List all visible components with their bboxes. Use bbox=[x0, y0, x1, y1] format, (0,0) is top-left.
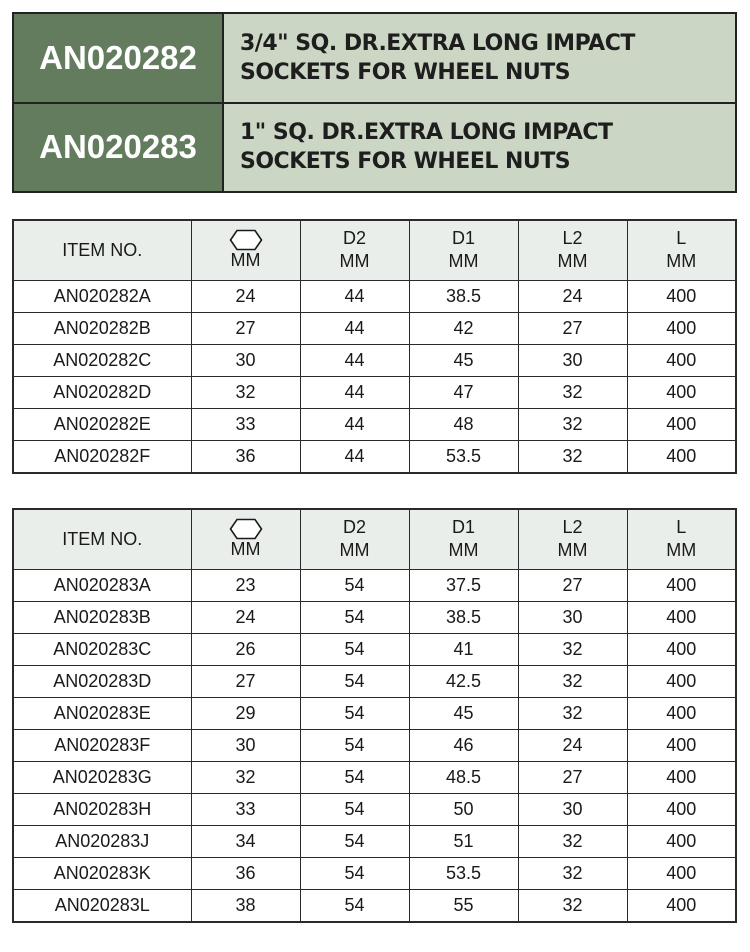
cell-d1: 37.5 bbox=[409, 569, 518, 601]
table-header-row bbox=[13, 220, 736, 280]
cell-d2: 54 bbox=[300, 601, 409, 633]
cell-l: 400 bbox=[627, 761, 736, 793]
cell-item-no: AN020282A bbox=[13, 280, 191, 312]
table-row bbox=[13, 633, 736, 665]
column-label: D1 bbox=[451, 228, 475, 249]
column-header-d1 bbox=[409, 509, 518, 569]
cell-hex-size: 24 bbox=[191, 601, 300, 633]
cell-l: 400 bbox=[627, 280, 736, 312]
cell-hex-size: 33 bbox=[191, 793, 300, 825]
table-row bbox=[13, 344, 736, 376]
cell-l: 400 bbox=[627, 440, 736, 473]
cell-d2: 54 bbox=[300, 633, 409, 665]
cell-d2: 44 bbox=[300, 408, 409, 440]
column-unit: MM bbox=[339, 540, 370, 561]
cell-l2: 32 bbox=[518, 857, 627, 889]
table-body bbox=[13, 569, 736, 922]
cell-l2: 32 bbox=[518, 408, 627, 440]
cell-item-no: AN020283D bbox=[13, 665, 191, 697]
cell-item-no: AN020283L bbox=[13, 889, 191, 922]
column-unit: MM bbox=[557, 251, 588, 272]
cell-d1: 41 bbox=[409, 633, 518, 665]
product-code: AN020283 bbox=[14, 104, 222, 192]
cell-d2: 44 bbox=[300, 440, 409, 473]
table-row bbox=[13, 440, 736, 473]
column-header-l bbox=[627, 509, 736, 569]
cell-d1: 55 bbox=[409, 889, 518, 922]
column-header-l bbox=[627, 220, 736, 280]
cell-item-no: AN020282F bbox=[13, 440, 191, 473]
cell-hex-size: 30 bbox=[191, 344, 300, 376]
cell-hex-size: 27 bbox=[191, 665, 300, 697]
cell-l2: 32 bbox=[518, 665, 627, 697]
cell-item-no: AN020283B bbox=[13, 601, 191, 633]
cell-hex-size: 27 bbox=[191, 312, 300, 344]
cell-hex-size: 32 bbox=[191, 376, 300, 408]
column-header-item: ITEM NO. bbox=[13, 509, 191, 569]
cell-l2: 32 bbox=[518, 697, 627, 729]
column-unit: MM bbox=[230, 538, 261, 559]
product-title-line: SOCKETS FOR WHEEL NUTS bbox=[240, 149, 571, 175]
cell-l: 400 bbox=[627, 857, 736, 889]
column-unit: MM bbox=[666, 251, 697, 272]
cell-l2: 32 bbox=[518, 376, 627, 408]
cell-d2: 54 bbox=[300, 761, 409, 793]
cell-l2: 32 bbox=[518, 825, 627, 857]
cell-l2: 30 bbox=[518, 793, 627, 825]
spec-table-an020283 bbox=[12, 508, 737, 923]
column-header-d1 bbox=[409, 220, 518, 280]
column-label: L2 bbox=[562, 517, 583, 538]
cell-d1: 46 bbox=[409, 729, 518, 761]
cell-item-no: AN020283K bbox=[13, 857, 191, 889]
cell-d2: 44 bbox=[300, 312, 409, 344]
table-row bbox=[13, 408, 736, 440]
column-label: L2 bbox=[562, 228, 583, 249]
cell-d2: 54 bbox=[300, 793, 409, 825]
cell-d2: 44 bbox=[300, 376, 409, 408]
cell-d2: 54 bbox=[300, 665, 409, 697]
column-label: D2 bbox=[342, 228, 366, 249]
cell-d1: 38.5 bbox=[409, 280, 518, 312]
column-unit: MM bbox=[448, 251, 479, 272]
cell-l: 400 bbox=[627, 569, 736, 601]
cell-item-no: AN020282E bbox=[13, 408, 191, 440]
hexagon-icon bbox=[229, 229, 263, 251]
cell-l: 400 bbox=[627, 793, 736, 825]
table-row bbox=[13, 665, 736, 697]
cell-d2: 44 bbox=[300, 344, 409, 376]
cell-item-no: AN020282C bbox=[13, 344, 191, 376]
product-title-line: 3/4" SQ. DR.EXTRA LONG IMPACT bbox=[240, 30, 635, 56]
cell-l2: 24 bbox=[518, 280, 627, 312]
table-row bbox=[13, 889, 736, 922]
column-label: D1 bbox=[451, 517, 475, 538]
table-row bbox=[13, 280, 736, 312]
cell-l: 400 bbox=[627, 729, 736, 761]
cell-d2: 54 bbox=[300, 697, 409, 729]
cell-d1: 53.5 bbox=[409, 440, 518, 473]
table-row bbox=[13, 857, 736, 889]
product-title bbox=[224, 14, 735, 102]
product-title-line: 1" SQ. DR.EXTRA LONG IMPACT bbox=[240, 120, 613, 146]
cell-item-no: AN020283A bbox=[13, 569, 191, 601]
cell-hex-size: 29 bbox=[191, 697, 300, 729]
cell-l: 400 bbox=[627, 344, 736, 376]
cell-d2: 54 bbox=[300, 729, 409, 761]
table-row bbox=[13, 569, 736, 601]
cell-hex-size: 24 bbox=[191, 280, 300, 312]
cell-d2: 54 bbox=[300, 825, 409, 857]
table-row bbox=[13, 761, 736, 793]
cell-l: 400 bbox=[627, 633, 736, 665]
cell-item-no: AN020283J bbox=[13, 825, 191, 857]
column-header-item: ITEM NO. bbox=[13, 220, 191, 280]
cell-d1: 38.5 bbox=[409, 601, 518, 633]
cell-l: 400 bbox=[627, 376, 736, 408]
column-unit: MM bbox=[557, 540, 588, 561]
cell-d1: 51 bbox=[409, 825, 518, 857]
cell-l: 400 bbox=[627, 601, 736, 633]
cell-d1: 53.5 bbox=[409, 857, 518, 889]
cell-hex-size: 36 bbox=[191, 440, 300, 473]
spec-table-an020282 bbox=[12, 219, 737, 474]
cell-l2: 27 bbox=[518, 312, 627, 344]
cell-hex-size: 36 bbox=[191, 857, 300, 889]
column-unit: MM bbox=[339, 251, 370, 272]
table-row bbox=[13, 793, 736, 825]
cell-item-no: AN020283H bbox=[13, 793, 191, 825]
column-unit: MM bbox=[230, 249, 261, 270]
cell-l: 400 bbox=[627, 889, 736, 922]
cell-l2: 32 bbox=[518, 889, 627, 922]
hexagon-icon bbox=[229, 518, 263, 540]
column-header-d2 bbox=[300, 220, 409, 280]
cell-d1: 42 bbox=[409, 312, 518, 344]
cell-d1: 48.5 bbox=[409, 761, 518, 793]
cell-item-no: AN020283E bbox=[13, 697, 191, 729]
cell-hex-size: 33 bbox=[191, 408, 300, 440]
cell-d2: 54 bbox=[300, 569, 409, 601]
cell-d1: 48 bbox=[409, 408, 518, 440]
column-label: L bbox=[676, 517, 687, 538]
cell-d2: 54 bbox=[300, 889, 409, 922]
cell-l2: 32 bbox=[518, 633, 627, 665]
table-row bbox=[13, 825, 736, 857]
cell-l: 400 bbox=[627, 697, 736, 729]
column-header-hex bbox=[191, 220, 300, 280]
product-title bbox=[224, 104, 735, 192]
cell-l: 400 bbox=[627, 312, 736, 344]
cell-d1: 42.5 bbox=[409, 665, 518, 697]
product-code: AN020282 bbox=[14, 14, 222, 102]
table-row bbox=[13, 601, 736, 633]
cell-l2: 30 bbox=[518, 601, 627, 633]
cell-item-no: AN020282D bbox=[13, 376, 191, 408]
cell-l: 400 bbox=[627, 665, 736, 697]
column-header-d2 bbox=[300, 509, 409, 569]
cell-hex-size: 34 bbox=[191, 825, 300, 857]
cell-d1: 45 bbox=[409, 344, 518, 376]
cell-d1: 45 bbox=[409, 697, 518, 729]
table-row bbox=[13, 697, 736, 729]
cell-hex-size: 30 bbox=[191, 729, 300, 761]
cell-l2: 24 bbox=[518, 729, 627, 761]
cell-d2: 54 bbox=[300, 857, 409, 889]
table-row bbox=[13, 729, 736, 761]
cell-hex-size: 32 bbox=[191, 761, 300, 793]
column-header-hex bbox=[191, 509, 300, 569]
table-row bbox=[13, 312, 736, 344]
cell-l: 400 bbox=[627, 825, 736, 857]
cell-l2: 27 bbox=[518, 569, 627, 601]
column-label: L bbox=[676, 228, 687, 249]
cell-l2: 27 bbox=[518, 761, 627, 793]
cell-d1: 50 bbox=[409, 793, 518, 825]
product-title-line: SOCKETS FOR WHEEL NUTS bbox=[240, 59, 571, 85]
product-header bbox=[12, 12, 737, 193]
cell-item-no: AN020283F bbox=[13, 729, 191, 761]
cell-hex-size: 38 bbox=[191, 889, 300, 922]
cell-hex-size: 23 bbox=[191, 569, 300, 601]
cell-d1: 47 bbox=[409, 376, 518, 408]
cell-d2: 44 bbox=[300, 280, 409, 312]
cell-l2: 32 bbox=[518, 440, 627, 473]
table-body bbox=[13, 280, 736, 473]
cell-item-no: AN020282B bbox=[13, 312, 191, 344]
cell-item-no: AN020283C bbox=[13, 633, 191, 665]
cell-hex-size: 26 bbox=[191, 633, 300, 665]
table-row bbox=[13, 376, 736, 408]
column-header-l2 bbox=[518, 509, 627, 569]
column-label: D2 bbox=[342, 517, 366, 538]
column-header-l2 bbox=[518, 220, 627, 280]
cell-item-no: AN020283G bbox=[13, 761, 191, 793]
column-unit: MM bbox=[448, 540, 479, 561]
table-header-row bbox=[13, 509, 736, 569]
column-unit: MM bbox=[666, 540, 697, 561]
cell-l: 400 bbox=[627, 408, 736, 440]
cell-l2: 30 bbox=[518, 344, 627, 376]
